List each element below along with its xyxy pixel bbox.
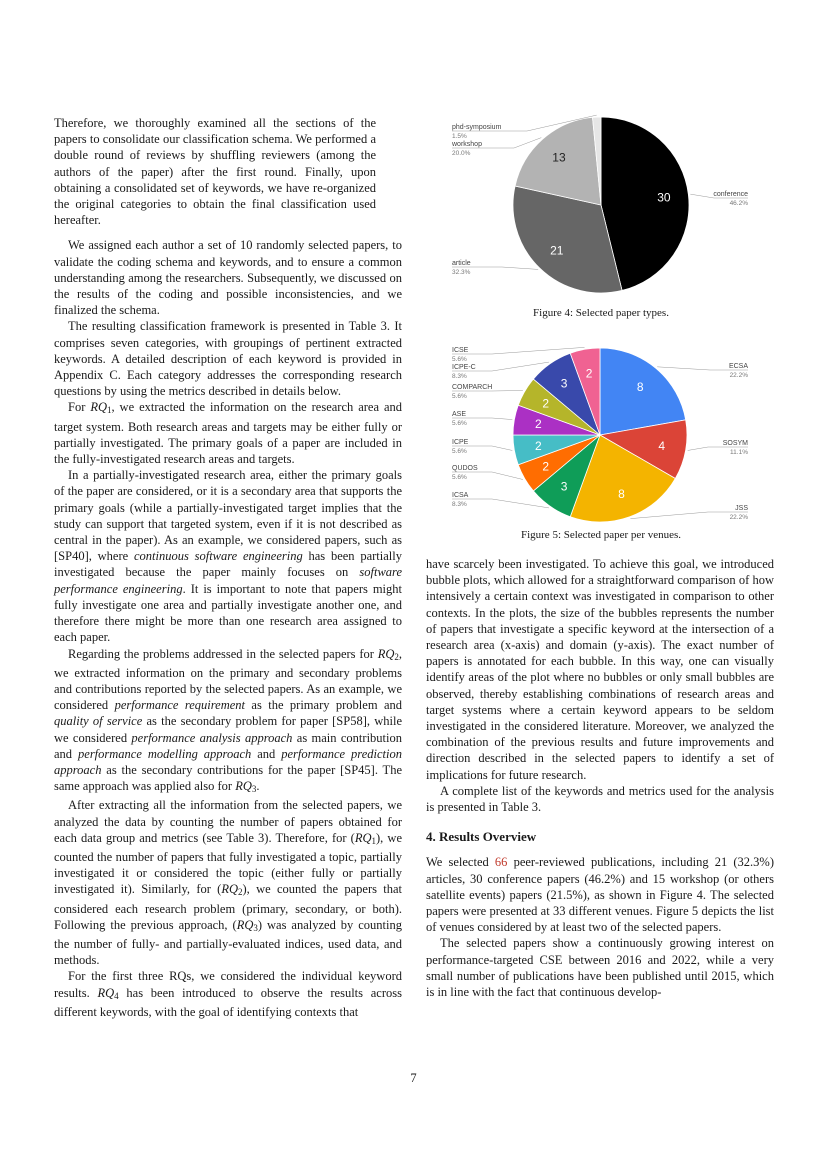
slice-label-article: article bbox=[452, 260, 471, 267]
paragraph-classification-framework: The resulting classification framework is presented in Table 3. It comprises seven categories, with groupings of pertinent extracted keywords. A detailed description of each keyword is provided in Appendix C. Each category addresses the corresponding research questions by using the metrics described in details below. bbox=[54, 319, 402, 399]
slice-value-workshop: 13 bbox=[552, 150, 566, 165]
leader-line-icsa bbox=[492, 499, 549, 508]
slice-label-jss: JSS bbox=[735, 505, 748, 512]
slice-label-qudos: QUDOS bbox=[452, 465, 478, 472]
leader-line-icpe-c bbox=[492, 362, 549, 371]
slice-percent-workshop: 20.0% bbox=[452, 150, 471, 157]
leader-line-sosym bbox=[688, 447, 708, 450]
slice-percent-qudos: 5.6% bbox=[452, 474, 467, 481]
paragraph-partial-investigation: In a partially-investigated research area, either the primary goals of the paper are considered, or it is a secondary area that supports the primary goals (while a partially-investigated target implies that the study can support that targeted system, even if it is not described as central in the paper). As an example, we considered papers, such as [SP40], where continuous software engineering has been partially investigated because the paper mainly focuses on software performance engineering. It is important to note that papers might fully investigate one area and partially investigate another one, and therefore there might be more than one research area assigned to each paper. bbox=[54, 468, 403, 645]
figure-5-caption: Figure 5: Selected paper per venues. bbox=[520, 529, 682, 541]
slice-value-conference: 30 bbox=[657, 190, 671, 205]
slice-percent-conference: 46.2% bbox=[729, 200, 748, 207]
slice-percent-phd-symposium: 1.5% bbox=[452, 133, 467, 140]
leader-line-article bbox=[502, 267, 538, 269]
leader-line-icpe bbox=[492, 446, 512, 450]
slice-label-phd-symposium: phd-symposium bbox=[452, 124, 502, 131]
slice-value-article: 21 bbox=[550, 243, 564, 258]
pie-chart-venues bbox=[426, 340, 776, 525]
left-column bbox=[54, 115, 402, 1020]
slice-percent-icpe-c: 8.3% bbox=[452, 373, 467, 380]
slice-label-comparch: COMPARCH bbox=[452, 384, 493, 391]
paragraph-rq2: Regarding the problems addressed in the selected papers for $RQ_2$, we extracted information on the primary and secondary problems and contributions reported by the selected papers. As an example, we considered performance requirement as the primary problem and quality of service as the secondary problem for paper [SP58], while we considered performance analysis approach as main contribution and performance modelling approach and performance prediction approach as the secondary contributions for the paper [SP45]. The same approach was applied also for $RQ_3$. bbox=[54, 646, 402, 795]
figure-4 bbox=[426, 112, 776, 322]
slice-label-icsa: ICSA bbox=[452, 492, 469, 499]
slice-value-ase: 2 bbox=[534, 417, 542, 432]
slice-percent-sosym: 11.1% bbox=[730, 449, 748, 456]
leader-line-ase bbox=[492, 418, 512, 420]
paragraph-rq4: For the first three RQs, we considered the individual keyword results. $RQ_4$ has been introduced to observe the results across different keywords, with the goal of identifying contexts that bbox=[54, 969, 402, 1019]
slice-percent-comparch: 5.6% bbox=[452, 393, 467, 400]
slice-value-jss: 8 bbox=[618, 486, 625, 501]
slice-percent-ase: 5.6% bbox=[452, 420, 467, 427]
slice-percent-icpe: 5.6% bbox=[452, 448, 467, 455]
page-number: 7 bbox=[410, 1071, 417, 1085]
slice-percent-icse: 5.6% bbox=[452, 356, 467, 363]
slice-label-icse: ICSE bbox=[452, 347, 469, 354]
paragraph-data-analysis: After extracting all the information from the selected papers, we analyzed the data by counting the number of papers obtained for each data group and metrics (see Table 3). Therefore, for $(RQ_1)$, we counted the number of papers that fully investigated a topic, partially investigated it or considered the topic (either fully or partially investigated it). Similarly, for $(RQ_2)$, we counted the papers that considered each research problem (primary, secondary, or both). Following the previous approach, $(RQ_3)$ was analyzed by counting the number of fully- and partially-evaluated indices, used data, and methods. bbox=[54, 798, 402, 968]
slice-label-workshop: workshop bbox=[452, 141, 482, 148]
figure-4-caption: Figure 4: Selected paper types. bbox=[533, 307, 669, 319]
leader-line-ecsa bbox=[657, 367, 710, 370]
slice-label-ase: ASE bbox=[452, 411, 467, 418]
paragraph-coding-validation: We assigned each author a set of 10 randomly selected papers, to validate the coding schema and keywords, and to ensure a common understanding among the researchers. Subsequently, we discussed on the results of the coding and possible inconsistencies, and we finalized the schema. bbox=[54, 238, 402, 318]
slice-value-icpe-c: 3 bbox=[560, 376, 568, 391]
slice-label-icpe-c: ICPE-C bbox=[452, 364, 476, 371]
slice-value-sosym: 4 bbox=[658, 438, 666, 453]
slice-label-conference: conference bbox=[713, 191, 748, 198]
slice-label-sosym: SOSYM bbox=[722, 440, 748, 447]
slice-percent-article: 32.3% bbox=[452, 269, 471, 276]
slice-value-icsa: 3 bbox=[560, 479, 568, 494]
leader-line-jss bbox=[630, 512, 708, 519]
slice-value-ecsa: 8 bbox=[636, 380, 644, 395]
slice-percent-icsa: 8.3% bbox=[452, 501, 467, 508]
slice-label-icpe: ICPE bbox=[452, 439, 469, 446]
slice-value-qudos: 2 bbox=[542, 459, 550, 474]
paragraph-selected-papers: We selected 66 peer-reviewed publications, including 21 (32.3%) articles, 30 conference papers (46.2%) and 15 workshop (or others satellite events) papers (21.5%), as shown in Figure 4. The selected papers were presented at 33 different venues. Figure 5 depicts the list of venues considered by at least two of the selected papers. bbox=[426, 855, 774, 935]
leader-line-comparch bbox=[492, 391, 523, 392]
slice-percent-ecsa: 22.2% bbox=[729, 372, 748, 379]
leader-line-qudos bbox=[492, 472, 523, 480]
pie-chart-paper-types bbox=[426, 112, 776, 302]
count-link[interactable]: 66 bbox=[494, 855, 508, 870]
paragraph-keywords-table: A complete list of the keywords and metrics used for the analysis is presented in Table 3. bbox=[426, 783, 774, 815]
slice-label-ecsa: ECSA bbox=[728, 363, 748, 370]
right-column bbox=[426, 556, 774, 1000]
slice-value-comparch: 2 bbox=[542, 396, 550, 411]
quoted-paragraph: Therefore, we thoroughly examined all the sections of the papers to consolidate our classification schema. We performed a double round of reviews by shuffling reviewers (among the authors of the paper) after the first round. Finally, upon obtaining a consolidated set of keywords, we have re-organized the original categories to obtain the final classification used hereafter. bbox=[54, 116, 376, 228]
slice-value-icse: 2 bbox=[585, 366, 593, 381]
leader-line-conference bbox=[690, 194, 714, 198]
figure-5 bbox=[426, 340, 776, 545]
section-heading-results-overview: 4. Results Overview bbox=[426, 829, 537, 845]
paragraph-growing-interest: The selected papers show a continuously growing interest on performance-targeted CSE between 2016 and 2022, while a very small number of publications have been published until 2015, which is in line with the fact that continuous develop- bbox=[426, 936, 774, 1000]
paragraph-bubble-plots: have scarcely been investigated. To achieve this goal, we introduced bubble plots, which allowed for a straightforward comparison of how intensively a certain context was investigated in comparison to other contexts. In the plots, the size of the bubbles represents the number of papers that investigate a specific keyword at the intersection of a research area (x-axis) and domain (y-axis). The exact number of papers is annotated for each bubble. In this way, one can visually identify areas of the plot where no bubbles or only small bubbles are observed, thereby establishing combinations of research areas and target systems where a certain keyword appears to be seldom investigated in the considered literature. Moreover, we analyzed the combination of the previous results and future improvements and direction described in the selected papers to identify a set of implications for future research. bbox=[426, 557, 774, 782]
slice-percent-jss: 22.2% bbox=[729, 514, 748, 521]
slice-value-icpe: 2 bbox=[534, 438, 542, 453]
paragraph-rq1: For $RQ_1$, we extracted the information on the research area and target system. Both research areas and targets may be either fully or partially investigated. The primary goals of a paper are included in the fully-investigated research areas and targets. bbox=[54, 400, 402, 467]
